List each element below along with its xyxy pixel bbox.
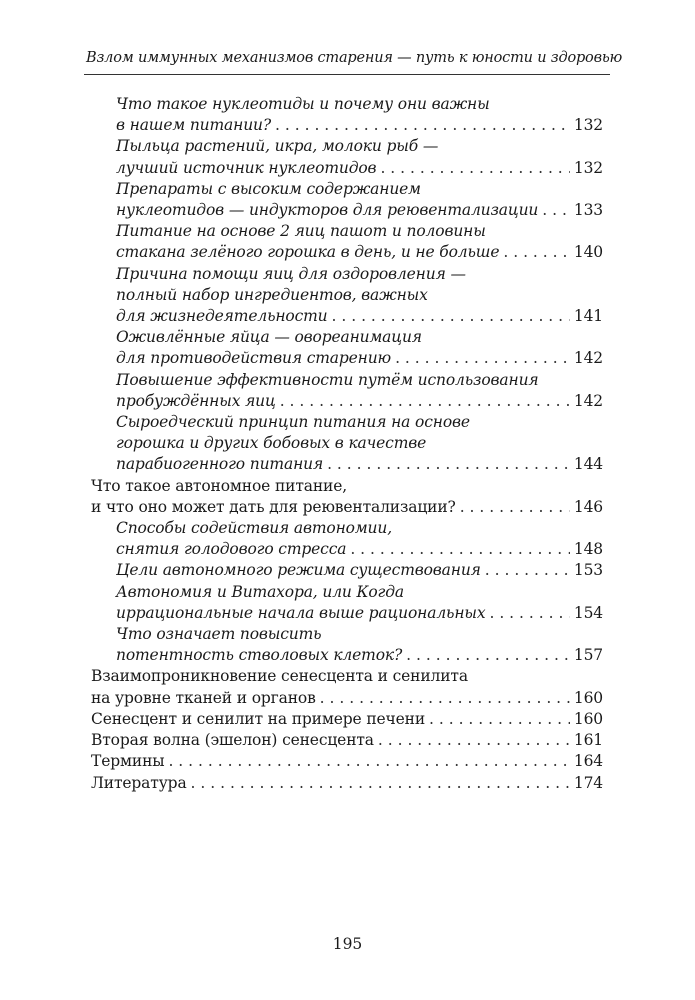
toc-entry-title-line: нуклеотидов — индукторов для реювентализации [116,201,539,220]
toc-page-number: 132 [573,158,603,177]
toc-entry-title-line: Литература [91,773,187,792]
toc-page-number: 144 [573,455,603,474]
toc-page-number: 140 [573,243,603,262]
toc-entry-final-line [116,242,603,263]
toc-page-number: 160 [573,709,603,728]
toc-entry-title-line: Способы содействия автономии, [116,519,392,538]
toc-entry-final-line [91,730,603,751]
toc-entry-final-line [116,158,603,179]
dot-leader [406,645,570,666]
toc-entry-final-line [91,497,603,518]
toc-entry-title-line: Повышение эффективности путём использования [116,370,539,389]
toc-page-number: 157 [573,646,603,665]
toc-entry-title-line: Что означает повысить [116,625,322,644]
toc-entry-final-line [116,200,603,221]
dot-leader [542,200,570,221]
page-number: 195 [332,935,363,953]
toc-entry-final-line [116,560,603,581]
toc-entry-title-line: Что такое автономное питание, [91,476,347,495]
toc-subentry [0,624,695,666]
toc-entry-title-line: и что оно может дать для реювентализации? [91,497,456,516]
dot-leader [168,751,569,772]
toc-subentry [0,136,695,178]
toc-page-number: 148 [573,540,603,559]
dot-leader [332,306,570,327]
toc-page-number: 154 [573,603,603,622]
toc-entry-final-line [91,688,603,709]
toc-page-number: 161 [573,731,603,750]
toc-subentry [0,412,695,476]
toc-entry-title-line: Сыроедческий принцип питания на основе [116,413,470,432]
toc-entry-title-line: Вторая волна (эшелон) сенесцента [91,731,374,750]
toc-entry-final-line [91,709,603,730]
header-divider [84,74,610,75]
dot-leader [395,348,570,369]
dot-leader [503,242,570,263]
running-header: Взлом иммунных механизмов старения — путь к юности и здоровью [86,50,623,66]
dot-leader [489,603,569,624]
toc-subentry [0,264,695,328]
dot-leader [429,709,570,730]
toc-subentry [0,179,695,221]
toc-entry-title-line: Термины [91,752,165,771]
dot-leader [485,560,570,581]
toc-entry-title-line: Причина помощи яиц для оздоровления — [116,264,466,283]
toc-entry-final-line [116,645,603,666]
toc-entry-title-line: для противодействия старению [116,349,392,368]
toc-entry-title-line: Сенесцент и сенилит на примере печени [91,709,426,728]
toc-page-number: 153 [573,561,603,580]
dot-leader [327,454,570,475]
toc-entry-title-line: Цели автономного режима существования [116,561,481,580]
toc-entry-final-line [116,306,603,327]
toc-entry [0,666,695,708]
toc-entry-final-line [116,115,603,136]
toc-page-number: 164 [573,752,603,771]
toc-entry-title-line: Взаимопроникновение сенесцента и сенилита [91,667,468,686]
toc-page-number: 174 [573,773,603,792]
toc-entry-final-line [116,603,603,624]
toc-entry-title-line: Препараты с высоким содержанием [116,179,421,198]
toc-page-number: 133 [573,201,603,220]
toc-entry-final-line [116,539,603,560]
toc-page-number: 141 [573,307,603,326]
toc-entry-title-line: Пыльца растений, икра, молоки рыб — [116,137,439,156]
dot-leader [280,391,570,412]
dot-leader [275,115,570,136]
dot-leader [460,497,570,518]
toc-entry-title-line: Автономия и Витахора, или Когда [116,582,405,601]
toc-entry-title-line: Питание на основе 2 яиц пашот и половины [116,222,486,241]
toc-entry-title-line: Что такое нуклеотиды и почему они важны [116,95,490,113]
toc-subentry [0,560,695,581]
toc-subentry [0,327,695,369]
toc-entry [0,773,695,794]
toc-entry [0,751,695,772]
toc-entry [0,730,695,751]
toc-entry-final-line [91,773,603,794]
toc-entry-title-line: парабиогенного питания [116,455,324,474]
toc-entry [0,709,695,730]
toc-entry-title-line: в нашем питании? [116,116,272,135]
toc-page-number: 142 [573,349,603,368]
toc-entry [0,476,695,518]
toc-entry-final-line [116,391,603,412]
toc-page-number: 132 [573,116,603,135]
toc-entry-title-line: для жизнедеятельности [116,307,328,326]
toc-entry-title-line: иррациональные начала выше рациональных [116,603,486,622]
toc-subentry [0,94,695,136]
dot-leader [378,730,570,751]
toc-entry-final-line [116,454,603,475]
dot-leader [191,773,570,794]
toc-entry-final-line [116,348,603,369]
toc-entry-title-line: снятия голодового стресса [116,540,347,559]
toc-entry-title-line: горошка и других бобовых в качестве [116,434,427,453]
toc-page-number: 146 [573,497,603,516]
toc-entry-title-line: Оживлённые яйца — овореанимация [116,328,422,347]
toc-page-number: 142 [573,391,603,410]
toc-entry-title-line: потентность стволовых клеток? [116,646,403,665]
dot-leader [380,158,569,179]
toc-entry-title-line: стакана зелёного горошка в день, и не больше [116,243,500,262]
toc-entry-title-line: на уровне тканей и органов [91,688,316,707]
toc-page-number: 160 [573,688,603,707]
toc-subentry [0,518,695,560]
dot-leader [320,688,570,709]
toc-entry-final-line [91,751,603,772]
toc-subentry [0,370,695,412]
toc-entry-title-line: пробуждённых яиц [116,391,276,410]
toc-subentry [0,582,695,624]
toc-subentry [0,221,695,263]
toc-entry-title-line: лучший источник нуклеотидов [116,158,377,177]
toc-entry-title-line: полный набор ингредиентов, важных [116,285,428,304]
table-of-contents [0,94,695,794]
dot-leader [350,539,570,560]
